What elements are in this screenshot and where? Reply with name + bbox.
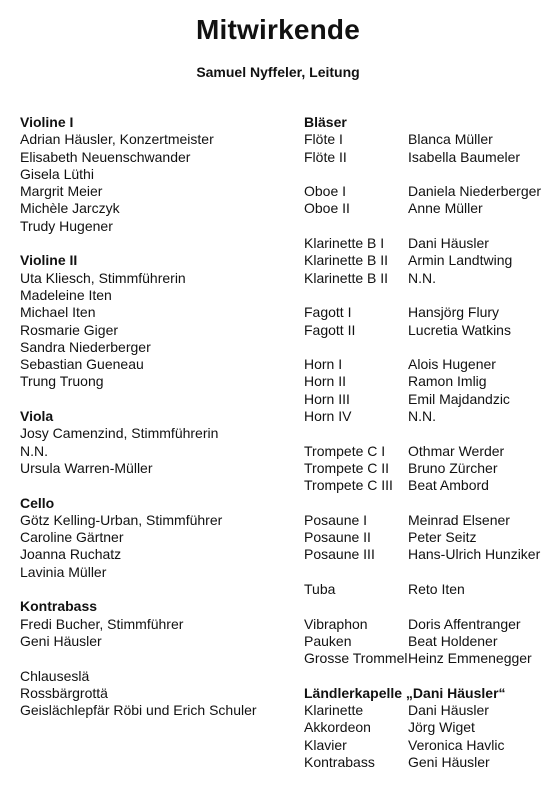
player-name: Reto Iten bbox=[408, 581, 465, 598]
instrument-label: Klavier bbox=[304, 736, 347, 753]
section-spacer bbox=[20, 477, 290, 494]
instrument-row bbox=[304, 616, 554, 633]
player-name: Armin Landtwing bbox=[408, 252, 513, 269]
instrument-label: Oboe II bbox=[304, 200, 350, 217]
instrument-row bbox=[304, 754, 554, 771]
member-name: N.N. bbox=[20, 442, 48, 459]
instrument-label: Oboe I bbox=[304, 183, 347, 200]
instrument-row bbox=[304, 391, 554, 408]
instrument-row bbox=[304, 702, 554, 719]
instrument-row bbox=[304, 737, 554, 754]
instrument-label: Pauken bbox=[304, 632, 352, 649]
instrument-label: Klarinette bbox=[304, 702, 364, 719]
player-name: Peter Seitz bbox=[408, 529, 477, 546]
instrument-label: Vibraphon bbox=[304, 615, 368, 632]
group-spacer bbox=[304, 495, 554, 512]
page-subtitle: Samuel Nyffeler, Leitung bbox=[196, 64, 360, 80]
member-name: Michael Iten bbox=[20, 304, 96, 321]
player-name: Heinz Emmenegger bbox=[408, 650, 532, 667]
member-name: Sebastian Gueneau bbox=[20, 356, 144, 373]
member-name: Caroline Gärtner bbox=[20, 529, 124, 546]
member-name: Josy Camenzind, Stimmführerin bbox=[20, 425, 219, 442]
instrument-label: Flöte I bbox=[304, 131, 343, 148]
page-title: Mitwirkende bbox=[195, 14, 360, 45]
section-heading: Cello bbox=[20, 494, 55, 511]
instrument-row bbox=[304, 149, 554, 166]
member-name: Fredi Bucher, Stimmführer bbox=[20, 615, 184, 632]
player-name: Geni Häusler bbox=[408, 753, 490, 770]
member-name: Ursula Warren-Müller bbox=[20, 459, 153, 476]
member-name: Uta Kliesch, Stimmführerin bbox=[20, 269, 186, 286]
group-spacer bbox=[304, 287, 554, 304]
instrument-row bbox=[304, 304, 554, 321]
member-name: Geislächlepfär Röbi und Erich Schuler bbox=[20, 702, 257, 719]
section-heading: Violine I bbox=[20, 114, 74, 130]
player-name: Dani Häusler bbox=[408, 235, 489, 252]
section-spacer bbox=[20, 391, 290, 408]
player-name: Blanca Müller bbox=[408, 131, 493, 148]
instrument-label: Akkordeon bbox=[304, 719, 371, 736]
instrument-row bbox=[304, 373, 554, 390]
member-name: Geni Häusler bbox=[20, 632, 102, 649]
member-name: Götz Kelling-Urban, Stimmführer bbox=[20, 511, 223, 528]
player-name: Alois Hugener bbox=[408, 356, 496, 373]
instrument-label: Trompete C II bbox=[304, 459, 390, 476]
instrument-row bbox=[304, 477, 554, 494]
section-spacer bbox=[20, 581, 290, 598]
player-name: Daniela Niederberger bbox=[408, 183, 542, 200]
player-name: Doris Affentranger bbox=[408, 615, 521, 632]
instrument-row bbox=[304, 200, 554, 217]
instrument-row bbox=[304, 270, 554, 287]
instrument-row bbox=[304, 443, 554, 460]
instrument-row bbox=[304, 546, 554, 563]
instrument-row bbox=[304, 581, 554, 598]
instrument-label: Fagott I bbox=[304, 304, 352, 321]
group-spacer bbox=[304, 564, 554, 581]
instrument-label: Klarinette B II bbox=[304, 252, 389, 269]
player-name: Jörg Wiget bbox=[408, 719, 475, 736]
left-column bbox=[20, 114, 290, 719]
instrument-label: Fagott II bbox=[304, 321, 356, 338]
section-spacer bbox=[20, 650, 290, 667]
instrument-row bbox=[304, 633, 554, 650]
player-name: N.N. bbox=[408, 408, 436, 425]
group-spacer bbox=[304, 166, 554, 183]
instrument-label: Posaune III bbox=[304, 546, 375, 563]
player-name: Beat Holdener bbox=[408, 632, 498, 649]
group-spacer bbox=[304, 339, 554, 356]
member-name: Michèle Jarczyk bbox=[20, 200, 120, 217]
member-name: Trung Truong bbox=[20, 373, 104, 390]
instrument-label: Grosse Trommel bbox=[304, 650, 408, 667]
instrument-label: Trompete C I bbox=[304, 442, 386, 459]
member-name: Joanna Ruchatz bbox=[20, 546, 122, 563]
instrument-label: Horn I bbox=[304, 356, 343, 373]
instrument-label: Posaune I bbox=[304, 511, 368, 528]
instrument-row bbox=[304, 719, 554, 736]
member-name: Chlauseslä bbox=[20, 667, 90, 684]
member-name: Adrian Häusler, Konzertmeister bbox=[20, 131, 214, 148]
instrument-row bbox=[304, 529, 554, 546]
member-name: Margrit Meier bbox=[20, 183, 103, 200]
group-spacer bbox=[304, 218, 554, 235]
instrument-label: Flöte II bbox=[304, 148, 347, 165]
member-name: Trudy Hugener bbox=[20, 217, 113, 234]
player-name: Hansjörg Flury bbox=[408, 304, 500, 321]
player-name: Isabella Baumeler bbox=[408, 148, 521, 165]
instrument-row bbox=[304, 460, 554, 477]
player-name: Anne Müller bbox=[408, 200, 483, 217]
section-heading: Kontrabass bbox=[20, 598, 98, 615]
section-heading: Viola bbox=[20, 408, 54, 425]
section-spacer bbox=[20, 235, 290, 252]
instrument-row bbox=[304, 322, 554, 339]
instrument-label: Horn II bbox=[304, 373, 347, 390]
instrument-row bbox=[304, 650, 554, 667]
instrument-row bbox=[304, 252, 554, 269]
instrument-row bbox=[304, 131, 554, 148]
group-spacer bbox=[304, 425, 554, 442]
instrument-row bbox=[304, 183, 554, 200]
instrument-label: Tuba bbox=[304, 581, 336, 598]
player-name: Othmar Werder bbox=[408, 442, 505, 459]
member-name: Elisabeth Neuenschwander bbox=[20, 148, 191, 165]
section-spacer bbox=[304, 668, 554, 685]
member-name: Lavinia Müller bbox=[20, 563, 107, 580]
member-name: Madeleine Iten bbox=[20, 286, 112, 303]
player-name: Ramon Imlig bbox=[408, 373, 487, 390]
right-column bbox=[304, 114, 554, 771]
player-name: Veronica Havlic bbox=[408, 736, 505, 753]
instrument-label: Klarinette B II bbox=[304, 269, 389, 286]
member-name: Sandra Niederberger bbox=[20, 338, 151, 355]
player-name: Meinrad Elsener bbox=[408, 511, 510, 528]
instrument-row bbox=[304, 356, 554, 373]
section-heading: Bläser bbox=[304, 114, 347, 130]
player-name: Bruno Zürcher bbox=[408, 459, 498, 476]
instrument-label: Posaune II bbox=[304, 529, 371, 546]
section-heading: Ländlerkapelle „Dani Häusler“ bbox=[304, 684, 506, 701]
player-name: Lucretia Watkins bbox=[408, 321, 511, 338]
player-name: Emil Majdandzic bbox=[408, 390, 510, 407]
instrument-label: Trompete C III bbox=[304, 477, 393, 494]
instrument-label: Kontrabass bbox=[304, 753, 375, 770]
instrument-label: Horn IV bbox=[304, 408, 352, 425]
instrument-label: Klarinette B I bbox=[304, 235, 385, 252]
group-spacer bbox=[304, 598, 554, 615]
member-name: Gisela Lüthi bbox=[20, 165, 94, 182]
member-name: Rosmarie Giger bbox=[20, 321, 119, 338]
instrument-label: Horn III bbox=[304, 390, 350, 407]
instrument-row bbox=[304, 408, 554, 425]
player-name: Beat Ambord bbox=[408, 477, 489, 494]
player-name: Dani Häusler bbox=[408, 702, 489, 719]
section-heading: Violine II bbox=[20, 252, 78, 269]
instrument-row bbox=[304, 512, 554, 529]
member-name: Rossbärgrottä bbox=[20, 684, 108, 701]
player-name: Hans-Ulrich Hunziker bbox=[408, 546, 541, 563]
instrument-row bbox=[304, 235, 554, 252]
player-name: N.N. bbox=[408, 269, 436, 286]
